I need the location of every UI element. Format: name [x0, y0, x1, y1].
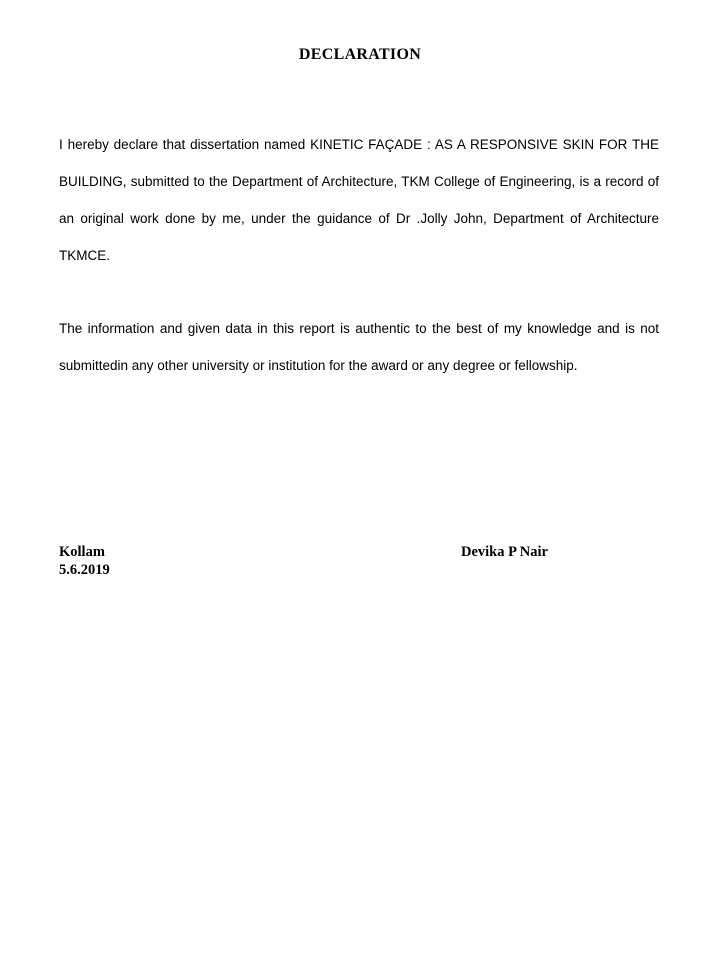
authenticity-paragraph: The information and given data in this report is authentic to the best of my knowledge and is not submittedin any other university or institution for the award or any degree or fellowship.	[59, 321, 659, 373]
signature-place: Kollam	[59, 544, 105, 560]
page-title: DECLARATION	[298, 46, 422, 63]
signature-name: Devika P Nair	[461, 544, 548, 560]
signature-date: 5.6.2019	[59, 562, 110, 578]
declaration-paragraph: I hereby declare that dissertation named KINETIC FAÇADE : AS A RESPONSIVE SKIN FOR THE BUILDING, submitted to the Department of Architecture, TKM College of Engineering, is a record of an original work done by me, under the guidance of Dr .Jolly John, Department of Architecture TKMCE.	[59, 137, 659, 263]
